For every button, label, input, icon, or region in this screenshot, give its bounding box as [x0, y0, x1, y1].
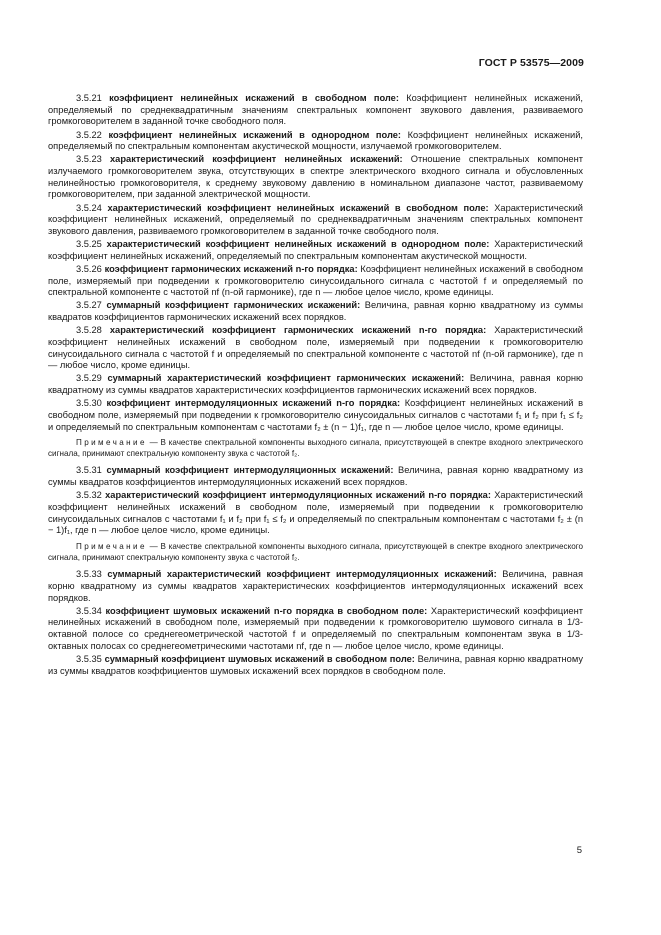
- page-number: 5: [576, 845, 582, 856]
- note-1: [48, 438, 583, 459]
- definition-text: Коэффициент нелинейных искажений в свободном поле, измеряемый при подведении к громкоговорителю синусоидального сигнала с частотой f и определяемый по спектральной компоненте с частотой nf (n-ой гармонике), где n — любое целое число, кроме единицы.: [48, 263, 583, 298]
- term: коэффициент интермодуляционных искажений n-го порядка:: [106, 398, 401, 409]
- definition-3-5-28: [48, 325, 583, 372]
- clause-number: 3.5.23: [76, 154, 102, 165]
- clause-number: 3.5.26: [76, 263, 102, 274]
- term: характеристический коэффициент нелинейных искажений в свободном поле:: [107, 202, 489, 213]
- term: коэффициент нелинейных искажений в однородном поле:: [108, 129, 402, 140]
- clause-number: 3.5.33: [76, 569, 102, 580]
- definition-3-5-21: [48, 93, 583, 128]
- term: коэффициент нелинейных искажений в свободном поле:: [109, 93, 399, 103]
- definition-text: Характеристический коэффициент нелинейных искажений в свободном поле, измеряемый при подведении к громкоговорителю синусоидальных сигналов с частотами f₁ и f₂ при f₁ ≤ f₂ и определяемый по спектральным компонентам с частотами f₂ ± (n − 1)f₁, где n — любое целое число, кроме единицы.: [48, 490, 583, 536]
- term: суммарный коэффициент интермодуляционных искажений:: [106, 465, 394, 476]
- term: суммарный характеристический коэффициент интермодуляционных искажений:: [107, 569, 497, 580]
- term: характеристический коэффициент нелинейных искажений:: [110, 154, 403, 165]
- definition-text: Величина, равная корню квадратному из суммы квадратов характеристических коэффициентов гармонических искажений всех порядков.: [48, 373, 583, 395]
- clause-number: 3.5.28: [76, 325, 102, 336]
- clause-number: 3.5.29: [76, 373, 102, 384]
- note-text: — В качестве спектральной компоненты выходного сигнала, присутствующей в спектре входного электрического сигнала, принимают спектральную компоненту звука с частотой f₂.: [48, 542, 583, 562]
- clause-number: 3.5.25: [76, 239, 102, 249]
- definition-text: Величина, равная корню квадратному из суммы квадратов коэффициентов интермодуляционных искажений всех порядков.: [48, 465, 583, 488]
- definition-text: Отношение спектральных компонент излучаемого громкоговорителем звука, отсутствующих в спектре электрического входного сигнала и обусловленных нелинейностью громкоговорителя, к среднему звуковому давлению в номинальном диапазоне частот, развиваемому громкоговорителем, при заданной электрической мощности.: [48, 154, 583, 200]
- clause-number: 3.5.22: [76, 129, 102, 140]
- clause-number: 3.5.24: [76, 202, 102, 213]
- clause-number: 3.5.21: [76, 93, 102, 103]
- term: коэффициент шумовых искажений n-го порядка в свободном поле:: [105, 605, 428, 616]
- definition-text: Величина, равная корню квадратному из суммы квадратов характеристических коэффициентов интермодуляционных искажений всех порядков.: [48, 569, 583, 603]
- definition-3-5-33: [48, 569, 583, 604]
- definition-text: Величина, равная корню квадратному из суммы квадратов коэффициентов шумовых искажений всех порядков в свободном поле.: [48, 653, 583, 676]
- definition-3-5-31: [48, 465, 583, 488]
- definition-text: Характеристический коэффициент нелинейных искажений, определяемый по среднеквадратичным значениям спектральных компонент звукового давления, развиваемого громкоговорителем в заданной точке свободного поля.: [48, 202, 583, 236]
- clause-number: 3.5.35: [76, 653, 102, 664]
- definition-text: Величина, равная корню квадратному из суммы квадратов коэффициентов гармонических искажений всех порядков.: [48, 300, 583, 322]
- note-text: — В качестве спектральной компоненты выходного сигнала, присутствующей в спектре входного электрического сигнала, принимают спектральную компоненту звука с частотой f₂.: [48, 438, 583, 458]
- definition-3-5-32: [48, 490, 583, 537]
- clause-number: 3.5.30: [76, 398, 102, 409]
- definition-3-5-30: [48, 398, 583, 433]
- term: суммарный коэффициент гармонических искажений:: [106, 300, 361, 311]
- clause-number: 3.5.31: [76, 465, 102, 476]
- note-label: Примечание: [76, 438, 147, 448]
- definition-3-5-25: [48, 239, 583, 262]
- definition-3-5-27: [48, 300, 583, 323]
- term: суммарный характеристический коэффициент гармонических искажений:: [107, 373, 465, 384]
- definition-3-5-23: [48, 154, 583, 201]
- definition-3-5-34: [48, 606, 583, 653]
- clause-number: 3.5.32: [76, 490, 102, 501]
- definition-text: Коэффициент нелинейных искажений в свободном поле, измеряемый при подведении к громкоговорителю синусоидальных сигналов с частотами f₁ и f₂ при f₁ ≤ f₂ и определяемый по спектральным компонентам с частотами f₂ ± (n − 1)f₁, где n — любое целое число, кроме единицы.: [48, 398, 584, 432]
- clause-number: 3.5.27: [76, 300, 102, 311]
- definition-3-5-35: [48, 654, 583, 677]
- term: характеристический коэффициент интермодуляционных искажений n-го порядка:: [105, 490, 491, 501]
- definition-text: Характеристический коэффициент нелинейных искажений, определяемый по спектральным компонентам акустической мощности.: [48, 239, 583, 261]
- term: характеристический коэффициент нелинейных искажений в однородном поле:: [106, 239, 490, 249]
- term: характеристический коэффициент гармонических искажений n-го порядка:: [109, 325, 487, 336]
- definition-3-5-29: [48, 373, 583, 396]
- definition-text: Характеристический коэффициент нелинейных искажений в свободном поле, измеряемый при подведении к громкоговорителю синусоидального сигнала с частотой f и определяемый по спектральной компоненте с частотой nf (n-ой гармонике), где n — любое число, кроме единицы.: [48, 325, 583, 371]
- definition-3-5-22: [48, 130, 583, 153]
- term: суммарный коэффициент шумовых искажений в свободном поле:: [104, 653, 415, 664]
- document-header-id: ГОСТ Р 53575—2009: [478, 57, 584, 69]
- definition-text: Характеристический коэффициент нелинейных искажений в свободном поле, измеряемый при подведении к громкоговорителю шумового сигнала в 1/3-октавной полосе со среднегеометрической частотой f и определяемый по спектральным компонентам звука в 1/3-октавных полосах со среднегеометрическими частотами nf, где n — любое целое число, кроме единицы.: [48, 605, 583, 651]
- definition-3-5-24: [48, 203, 583, 238]
- definition-text: Коэффициент нелинейных искажений, определяемый по спектральным компонентам акустической мощности, излучаемой громкоговорителем.: [48, 129, 583, 152]
- document-body: [48, 93, 583, 679]
- note-2: [48, 542, 583, 563]
- term: коэффициент гармонических искажений n-го порядка:: [104, 263, 358, 274]
- definition-3-5-26: [48, 264, 583, 299]
- definition-text: Коэффициент нелинейных искажений, определяемый по среднеквадратичным значениям спектральных компонент звукового давления, развиваемого громкоговорителем в заданной точке свободного поля.: [48, 93, 583, 127]
- clause-number: 3.5.34: [76, 605, 102, 616]
- note-label: Примечание: [76, 542, 147, 551]
